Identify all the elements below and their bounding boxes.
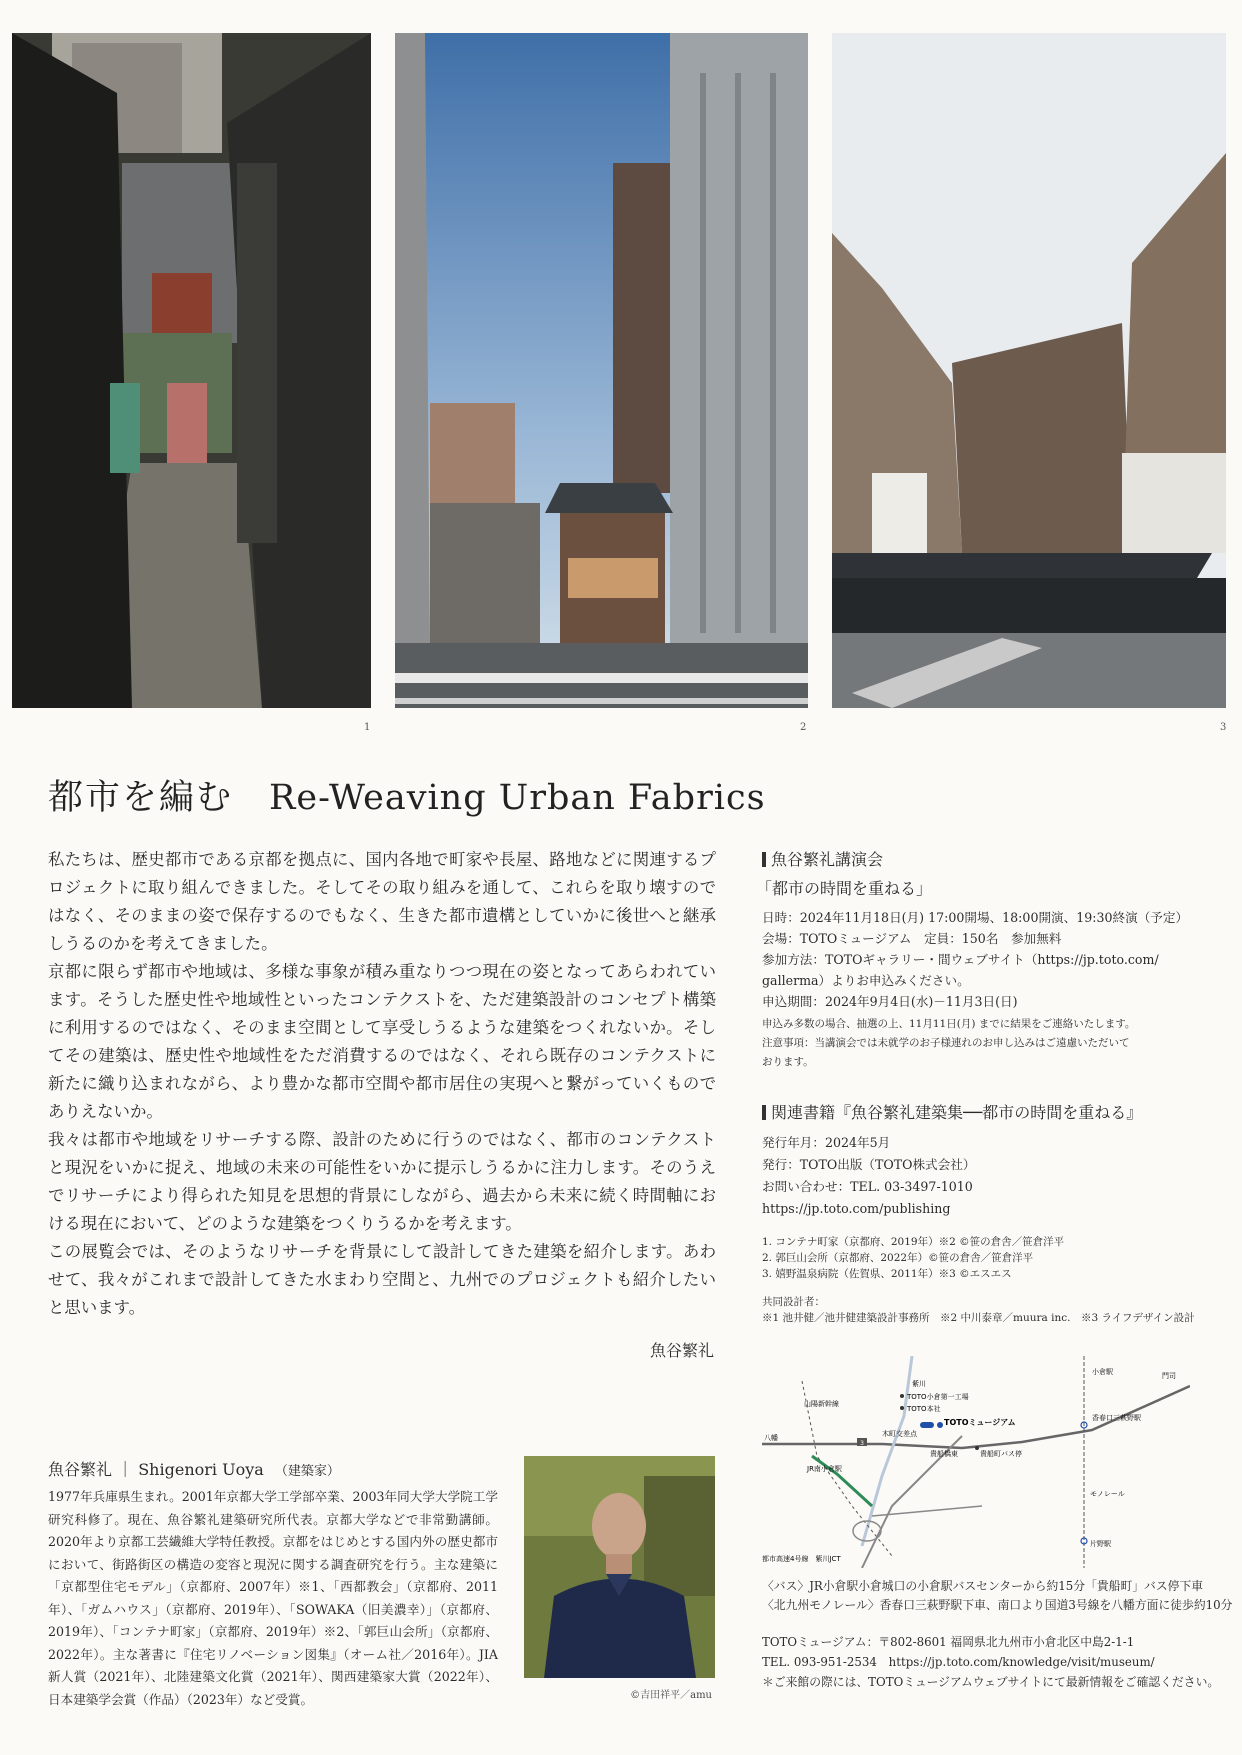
map-route-number: 3 xyxy=(860,1440,864,1447)
photo-number-3: 3 xyxy=(1220,722,1227,733)
lecture-line: 日時：2024年11月18日(月) 17:00開場、18:00開演、19:30終演（予定） xyxy=(762,910,1189,925)
lecture-note: おります。 xyxy=(762,1056,814,1068)
map-label-jr-minami: JR南小倉駅 xyxy=(807,1465,842,1473)
map-label-kifune-bus: 貴船町バス停 xyxy=(980,1450,1022,1458)
map-label-river: 紫川 xyxy=(912,1380,926,1388)
photo-credits xyxy=(762,1234,1064,1282)
profile-separator: ｜ xyxy=(117,1460,134,1479)
profile-name-ja: 魚谷繁礼 xyxy=(48,1460,113,1479)
profile-role: （建築家） xyxy=(274,1464,340,1479)
museum-note: ＊ご来館の際には、TOTOミュージアムウェブサイトにて最新情報をご確認ください。 xyxy=(762,1675,1220,1689)
map-label-yahata: 八幡 xyxy=(764,1434,778,1442)
essay-signature: 魚谷繁礼 xyxy=(649,1341,714,1360)
photo-street xyxy=(395,33,808,708)
book-heading-text: 関連書籍『魚谷繁礼建築集──都市の時間を重ねる』 xyxy=(771,1103,1143,1122)
lecture-note: 注意事項：当講演会では未就学のお子様連れのお申し込みはご遠慮いただいて xyxy=(762,1037,1130,1049)
portrait-photo xyxy=(524,1456,715,1678)
book-details xyxy=(762,1132,975,1220)
book-line: お問い合わせ：TEL. 03-3497-1010 xyxy=(762,1179,973,1194)
map-label-toto-hq: TOTO本社 xyxy=(907,1405,941,1413)
essay-paragraph: 私たちは、歴史都市である京都を拠点に、国内各地で町家や長屋、路地などに関連するプロジェクトに取り組んできました。そしてその取り組みを通して、これらを取り壊すのではなく、そのままの姿で保存するのでもなく、生きた都市遺構としていかに後世へと継承しうるのかを考えてきました。 xyxy=(48,850,716,953)
map-label-expressway: 都市高速4号線 紫川JCT xyxy=(762,1555,841,1563)
lecture-heading-text: 魚谷繁礼講演会 xyxy=(771,850,884,869)
essay-paragraph: 我々は都市や地域をリサーチする際、設計のために行うのではなく、都市のコンテクストと現況をいかに捉え、地域の未来の可能性をいかに提示しうるかに注力します。そのうえでリサーチにより得られた知見を思想的背景にしながら、過去から未来に続く時間軸における現在において、どのような建築をつくりうるかを考えます。 xyxy=(48,1130,716,1233)
photo-number-1: 1 xyxy=(364,722,371,733)
lecture-heading xyxy=(762,847,883,870)
lecture-subtitle: 「都市の時間を重ねる」 xyxy=(756,879,933,898)
map-label-sanyo: 山陽新幹線 xyxy=(804,1400,839,1408)
lecture-note: 申込み多数の場合、抽選の上、11月11日(月) までに結果をご連絡いたします。 xyxy=(762,1018,1136,1030)
book-line: 発行：TOTO出版（TOTO株式会社） xyxy=(762,1157,976,1172)
map-label-kasuga: 香春口三萩野駅 xyxy=(1092,1414,1141,1422)
map-label-kokura: 小倉駅 xyxy=(1092,1368,1113,1376)
credit-line: 2. 郭巨山会所（京都府、2022年）©笹の倉舎／笹倉洋平 xyxy=(762,1252,1034,1264)
map-label-kimachi: 木町交差点 xyxy=(882,1430,917,1438)
map-label-monorail: モノレール xyxy=(1090,1490,1125,1498)
lecture-notes xyxy=(762,1015,1135,1072)
credit-line: 3. 嬉野温泉病院（佐賀県、2011年）※3 ©エスエス xyxy=(762,1268,1012,1280)
photo-number-2: 2 xyxy=(800,722,807,733)
essay xyxy=(48,846,716,1322)
title-en: Re-Weaving Urban Fabrics xyxy=(269,778,766,818)
lecture-details xyxy=(762,907,1188,1012)
book-heading xyxy=(762,1100,1142,1123)
portrait-credit: ©吉田祥平／amu xyxy=(630,1690,712,1701)
essay-paragraph: この展覧会では、そのようなリサーチを背景にして設計してきた建築を紹介します。あわせて、我々がこれまで設計してきた水まわり空間と、九州でのプロジェクトも紹介したいと思います。 xyxy=(48,1242,716,1317)
access-map xyxy=(762,1356,1190,1568)
map-label-kifunebashi: 貴船橋東 xyxy=(930,1450,958,1458)
profile-bio: 1977年兵庫県生まれ。2001年京都大学工学部卒業、2003年同大学大学院工学研究科修了。現在、魚谷繁礼建築研究所代表。京都大学などで非常勤講師。2020年より京都工芸繊維大学特任教授。京都をはじめとする国内外の歴史都市において、街路街区の構造の変容と現況に関する調査研究を行う。主な建築に「京都型住宅モデル」（京都府、2007年）※1、「西都教会」（京都府、2011年）、「ガムハウス」（京都府、2019年）、「SOWAKA（旧美濃幸）」（京都府、2019年）、「コンテナ町家」（京都府、2019年）※2、「郭巨山会所」（京都府、2022年）。主な著書に『住宅リノベーション図集』（オーム社／2016年）。JIA新人賞（2021年）、北陸建築文化賞（2021年）、関西建築家大賞（2022年）、日本建築学会賞（作品）（2023年）など受賞。 xyxy=(48,1489,498,1707)
lecture-line: 申込期間：2024年9月4日(水)－11月3日(日) xyxy=(762,994,1018,1009)
photo-alley xyxy=(12,33,371,708)
profile-heading xyxy=(48,1457,340,1480)
museum-contact: TEL. 093-951-2534 https://jp.toto.com/knowledge/visit/museum/ xyxy=(762,1655,1155,1669)
book-line: 発行年月：2024年5月 xyxy=(762,1135,891,1150)
museum-address: TOTOミュージアム：〒802-8601 福岡県北九州市小倉北区中島2-1-1 xyxy=(762,1635,1135,1649)
heading-bar xyxy=(762,852,766,867)
lecture-line: 参加方法：TOTOギャラリー・間ウェブサイト（https://jp.toto.com/ xyxy=(762,952,1159,967)
access-line: 〈北九州モノレール〉香春口三萩野駅下車、南口より国道3号線を八幡方面に徒歩約10分 xyxy=(762,1598,1233,1612)
photo-courtyard xyxy=(832,33,1226,708)
essay-paragraph: 京都に限らず都市や地域は、多様な事象が積み重なりつつ現在の姿となってあらわれています。そうした歴史性や地域性といったコンテクストを、ただ建築設計のコンセプト構築に利用するのではなく、そのまま空間として享受しうるような建築をつくれないか。そしてその建築は、歴史性や地域性をただ消費するのではなく、それら既存のコンテクストに新たに織り込まれながら、より豊かな都市空間や都市居住の実現へと繋がっていくものでありえないか。 xyxy=(48,962,716,1121)
lecture-line: 会場：TOTOミュージアム 定員：150名 参加無料 xyxy=(762,931,1062,946)
book-url: https://jp.toto.com/publishing xyxy=(762,1201,951,1216)
map-label-katano: 片野駅 xyxy=(1090,1540,1111,1548)
page-title xyxy=(48,770,766,820)
codesigners-heading: 共同設計者： xyxy=(762,1296,825,1308)
access-line: 〈バス〉JR小倉駅小倉城口の小倉駅バスセンターから約15分「貴船町」バス停下車 xyxy=(762,1579,1204,1593)
heading-bar xyxy=(762,1105,766,1120)
codesigners-line: ※1 池井健／池井健建築設計事務所 ※2 中川泰章／muura inc. ※3 ライフデザイン設計 xyxy=(762,1312,1195,1324)
museum-info xyxy=(762,1632,1219,1692)
lecture-line: gallerma）よりお申込みください。 xyxy=(762,973,970,988)
map-label-toto-plant: TOTO小倉第一工場 xyxy=(907,1393,969,1401)
credit-line: 1. コンテナ町家（京都府、2019年）※2 ©笹の倉舎／笹倉洋平 xyxy=(762,1236,1065,1248)
title-ja: 都市を編む xyxy=(48,778,234,818)
map-label-museum: TOTOミュージアム xyxy=(944,1418,1016,1427)
codesigners xyxy=(762,1294,1195,1326)
map-label-monji: 門司 xyxy=(1162,1372,1176,1380)
profile-name-en: Shigenori Uoya xyxy=(138,1460,264,1479)
access-info xyxy=(762,1577,1232,1615)
